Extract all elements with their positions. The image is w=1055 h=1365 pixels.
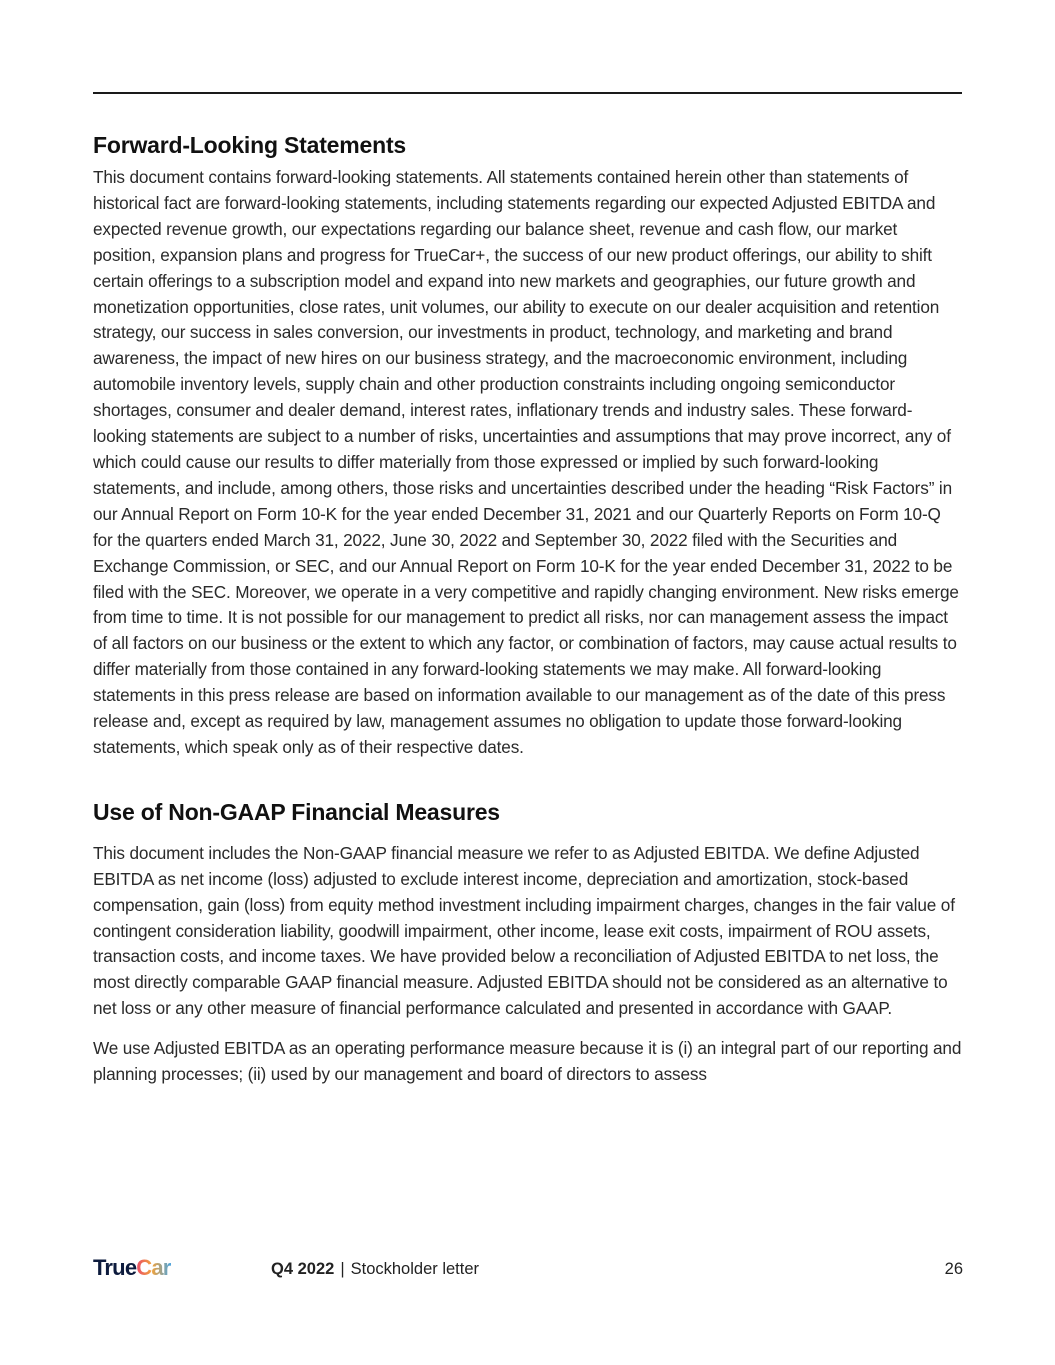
footer-separator: | <box>340 1260 345 1278</box>
footer-quarter: Q4 2022 <box>271 1260 335 1278</box>
footer-doc-label <box>271 1257 479 1281</box>
footer-doc-title: Stockholder letter <box>350 1260 480 1278</box>
forward-looking-paragraph: This document contains forward-looking statements. All statements contained herein other than statements of historical fact are forward-looking statements, including statements regarding our expected Adjusted EBITDA and expected revenue growth, our expectations regarding our balance sheet, revenue and cash flow, our market position, expansion plans and progress for TrueCar+, the success of our new product offerings, our ability to shift certain offerings to a subscription model and expand into new markets and geographies, our future growth and monetization opportunities, close rates, unit volumes, our ability to execute on our dealer acquisition and retention strategy, our success in sales conversion, our investments in product, technology, and marketing and brand awareness, the impact of new hires on our business strategy, and the macroeconomic environment, including automobile inventory levels, supply chain and other production constraints including ongoing semiconductor shortages, consumer and dealer demand, interest rates, inflationary trends and industry sales. These forward-looking statements are subject to a number of risks, uncertainties and assumptions that may prove incorrect, any of which could cause our results to differ materially from those expressed or implied by such forward-looking statements, and include, among others, those risks and uncertainties described under the heading “Risk Factors” in our Annual Report on Form 10-K for the year ended December 31, 2021 and our Quarterly Reports on Form 10-Q for the quarters ended March 31, 2022, June 30, 2022 and September 30, 2022 filed with the Securities and Exchange Commission, or SEC, and our Annual Report on Form 10-K for the year ended December 31, 2022 to be filed with the SEC. Moreover, we operate in a very competitive and rapidly changing environment. New risks emerge from time to time. It is not possible for our management to predict all risks, nor can management assess the impact of all factors on our business or the extent to which any factor, or combination of factors, may cause actual results to differ materially from those contained in any forward-looking statements we may make. All forward-looking statements in this press release are based on information available to our management as of the date of this press release and, except as required by law, management assumes no obligation to update those forward-looking statements, which speak only as of their respective dates. <box>93 167 959 757</box>
forward-looking-section <box>93 128 963 761</box>
page-number: 26 <box>944 1260 963 1278</box>
non-gaap-paragraph-1: This document includes the Non-GAAP financial measure we refer to as Adjusted EBITDA. We define Adjusted EBITDA as net income (loss) adjusted to exclude interest income, depreciation and amortization, stock-based compensation, gain (loss) from equity method investment including impairment charges, changes in the fair value of contingent consideration liability, goodwill impairment, other income, lease exit costs, impairment of ROU assets, transaction costs, and income taxes. We have provided below a reconciliation of Adjusted EBITDA to net loss, the most directly comparable GAAP financial measure. Adjusted EBITDA should not be considered as an alternative to net loss or any other measure of financial performance calculated and presented in accordance with GAAP. <box>93 842 955 1019</box>
non-gaap-heading: Use of Non-GAAP Financial Measures <box>93 798 500 825</box>
non-gaap-paragraph-2: We use Adjusted EBITDA as an operating performance measure because it is (i) an integral part of our reporting and planning processes; (ii) used by our management and board of directors to assess <box>93 1038 962 1085</box>
page-content <box>93 128 963 1088</box>
truecar-logo <box>93 1254 171 1282</box>
logo-text-car: Car <box>136 1255 171 1280</box>
logo-text-true: True <box>93 1255 137 1280</box>
top-divider <box>93 92 962 94</box>
page-footer <box>93 1254 963 1284</box>
forward-looking-heading: Forward-Looking Statements <box>93 132 406 158</box>
non-gaap-section <box>93 795 963 1088</box>
